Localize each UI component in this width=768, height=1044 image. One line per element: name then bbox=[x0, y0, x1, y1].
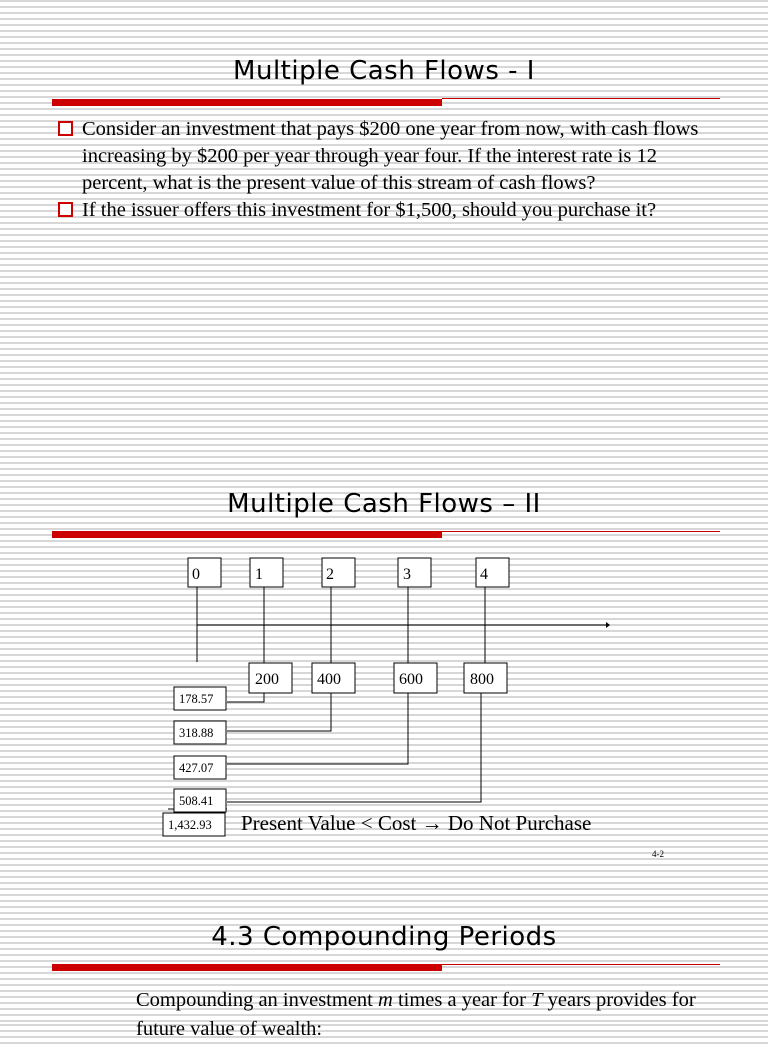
period-label: 4 bbox=[480, 566, 488, 583]
slide3-body-text bbox=[136, 986, 736, 1044]
body-suffix: years provides for future value of wealth: bbox=[136, 989, 696, 1040]
body-var-m: m bbox=[378, 989, 393, 1011]
cash-flow-value: 200 bbox=[255, 671, 279, 688]
slide3-title: 4.3 Compounding Periods bbox=[211, 922, 557, 952]
period-label: 1 bbox=[255, 566, 263, 583]
discount-line bbox=[227, 693, 331, 731]
discount-line bbox=[227, 693, 481, 802]
discount-line bbox=[227, 693, 408, 764]
discount-line bbox=[227, 693, 264, 702]
slide3-title-rule-thin bbox=[442, 964, 720, 965]
total-pv-value: 1,432.93 bbox=[168, 818, 212, 832]
cash-flow-value: 800 bbox=[470, 671, 494, 688]
conclusion-text: Present Value < Cost → Do Not Purchase bbox=[241, 811, 592, 835]
body-var-t: T bbox=[531, 989, 543, 1011]
slide3-title-rule bbox=[52, 964, 442, 971]
slide1-title: Multiple Cash Flows - I bbox=[233, 56, 535, 86]
period-label: 0 bbox=[192, 566, 200, 583]
page-number: 4-2 bbox=[652, 849, 664, 859]
slide2-title: Multiple Cash Flows – II bbox=[227, 489, 541, 519]
bullet-text: Consider an investment that pays $200 one year from now, with cash flows increasing by $200 per year through year four. If the interest rate is 12 percent, what is the present value of this stream of cash flows? bbox=[82, 118, 699, 194]
cash-flow-value: 600 bbox=[399, 671, 423, 688]
pv-value: 178.57 bbox=[179, 692, 214, 706]
bullet-text: If the issuer offers this investment for $1,500, should you purchase it? bbox=[82, 199, 657, 221]
period-label: 2 bbox=[326, 566, 334, 583]
pv-value: 318.88 bbox=[179, 726, 214, 740]
period-label: 3 bbox=[403, 566, 411, 583]
body-middle: times a year for bbox=[392, 989, 532, 1011]
pv-value: 427.07 bbox=[179, 761, 214, 775]
body-prefix: Compounding an investment bbox=[136, 989, 378, 1011]
arrow-head-icon bbox=[606, 622, 610, 628]
cash-flow-value: 400 bbox=[317, 671, 341, 688]
pv-value: 508.41 bbox=[179, 794, 214, 808]
